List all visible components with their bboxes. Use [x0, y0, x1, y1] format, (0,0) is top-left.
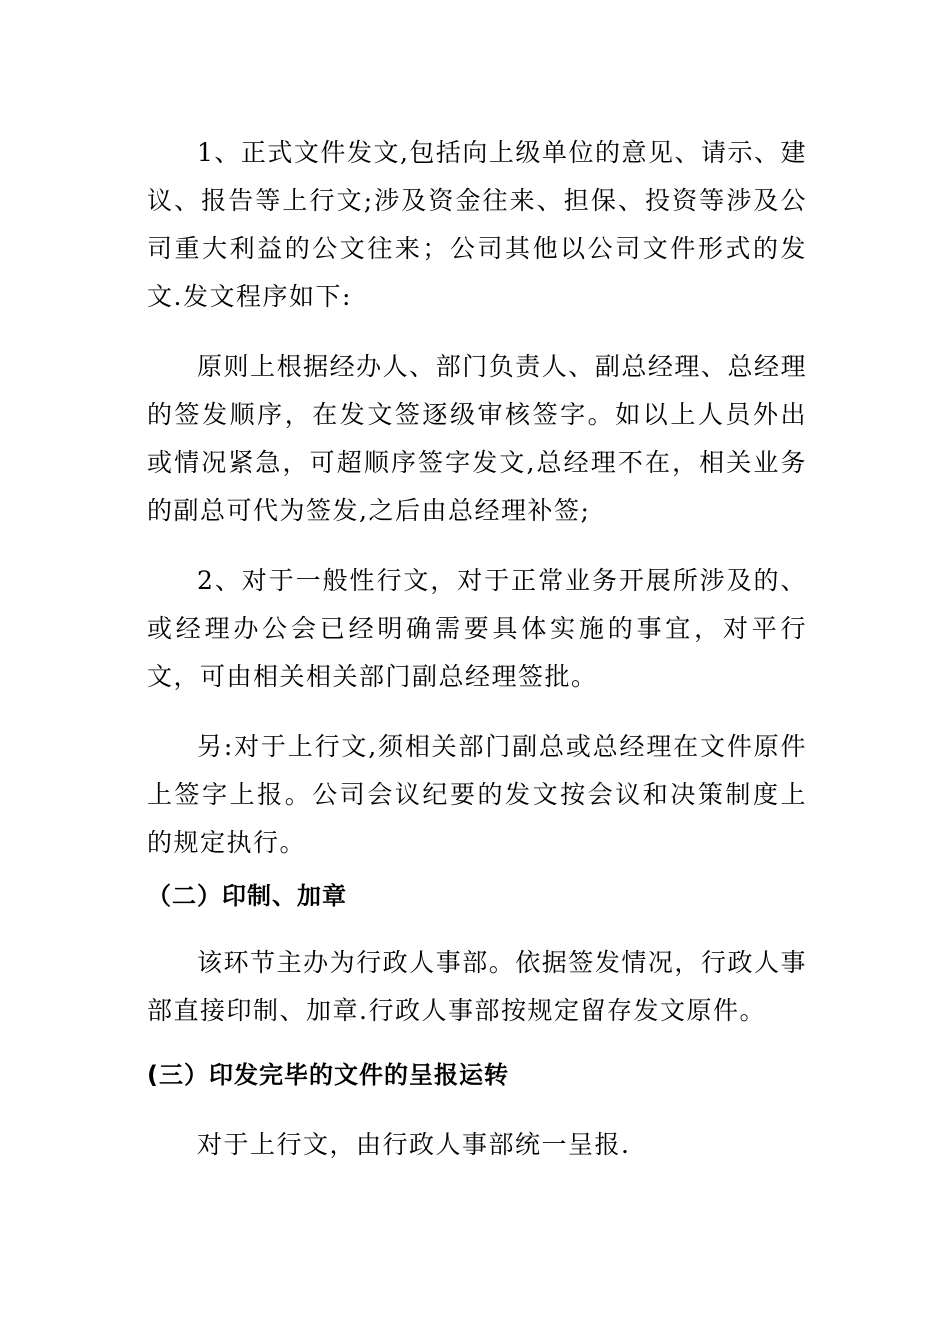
paragraph-signing-order: 原则上根据经办人、部门负责人、副总经理、总经理的签发顺序，在发文签逐级审核签字。如以上人员外出或情况紧急，可超顺序签字发文,总经理不在，相关业务的副总可代为签发,之后由总经理补签; [147, 352, 807, 525]
paragraph-report-circulation: 对于上行文，由行政人事部统一呈报. [197, 1130, 631, 1159]
paragraph-general-documents: 2、对于一般性行文，对于正常业务开展所涉及的、或经理办公会已经明确需要具体实施的事宜，对平行文，可由相关相关部门副总经理签批。 [147, 566, 807, 691]
paragraph-additional-note: 另:对于上行文,须相关部门副总或总经理在文件原件上签字上报。公司会议纪要的发文按会议和决策制度上的规定执行。 [147, 732, 807, 857]
paragraph-formal-documents: 1、正式文件发文,包括向上级单位的意见、请示、建议、报告等上行文;涉及资金往来、担保、投资等涉及公司重大利益的公文往来；公司其他以公司文件形式的发文.发文程序如下: [147, 138, 807, 311]
paragraph-printing-sealing: 该环节主办为行政人事部。依据签发情况，行政人事部直接印制、加章.行政人事部按规定留存发文原件。 [147, 948, 807, 1025]
section-heading-printing-sealing: （二）印制、加章 [147, 882, 347, 910]
section-heading-report-circulation: (三）印发完毕的文件的呈报运转 [147, 1061, 509, 1089]
